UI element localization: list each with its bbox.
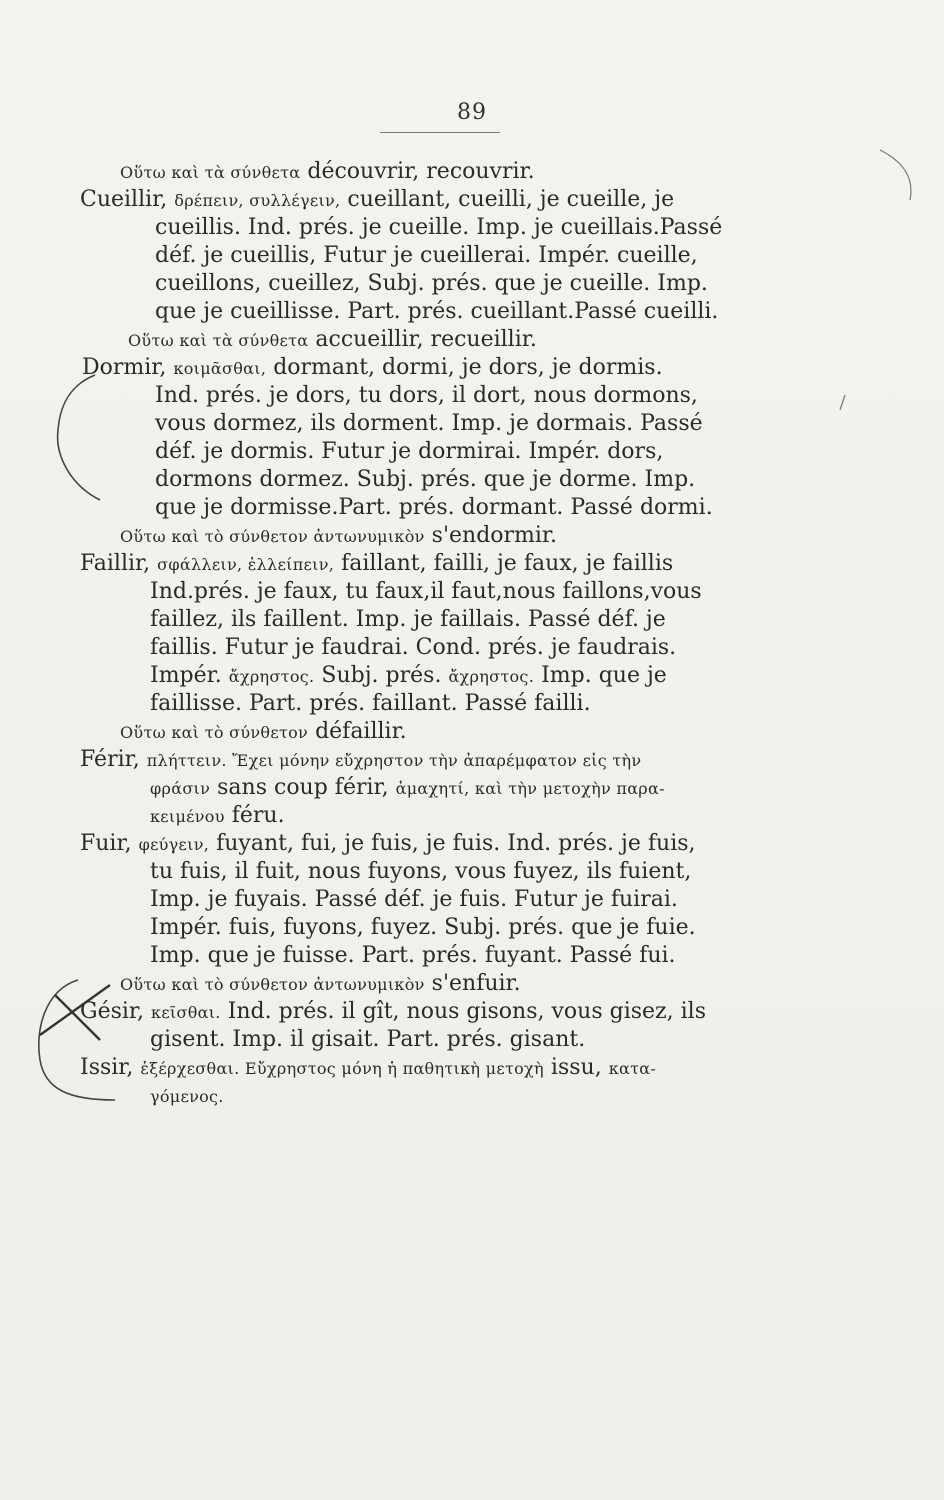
text-line — [150, 1026, 585, 1054]
greek-text: Οὕτω καὶ τὸ σύνθετον — [120, 723, 309, 742]
french-text: Ind. prés. il gît, nous gisons, vous gisez, ils — [220, 999, 706, 1024]
french-text: issu, — [543, 1055, 609, 1080]
french-text: faillis. Futur je faudrai. Cond. prés. je faudrais. — [150, 635, 677, 660]
french-text: Gésir, — [80, 999, 152, 1024]
french-text: féru. — [224, 803, 285, 828]
french-text: que je cueillisse. Part. prés. cueillant.Passé cueilli. — [155, 299, 719, 324]
text-line — [155, 382, 698, 410]
greek-text: σφάλλειν, ἐλλείπειν, — [157, 555, 335, 574]
text-line — [150, 690, 591, 718]
french-text: Impér. fuis, fuyons, fuyez. Subj. prés. que je fuie. — [150, 915, 696, 940]
french-text: s'enfuir. — [424, 971, 521, 996]
text-line — [150, 802, 285, 831]
text-line — [150, 858, 691, 886]
text-line — [150, 886, 678, 914]
text-line — [120, 718, 407, 747]
french-text: Fuir, — [80, 831, 139, 856]
greek-text: Οὕτω καὶ τὸ σύνθετον ἀντωνυμικὸν — [120, 527, 425, 546]
text-line — [120, 970, 521, 999]
french-text: fuyant, fui, je fuis, je fuis. Ind. prés. je fuis, — [209, 831, 696, 856]
french-text: faillant, failli, je faux, je faillis — [334, 551, 674, 576]
greek-text: κεῖσθαι. — [151, 1003, 221, 1022]
greek-text: ἄχρηστος. — [448, 667, 535, 686]
french-text: sans coup férir, — [210, 775, 396, 800]
greek-text: δρέπειν, συλλέγειν, — [174, 191, 341, 210]
text-line — [155, 214, 722, 242]
greek-text: ἐξέρχεσθαι. Εὔχρηστος μόνη ἡ παθητικὴ μετοχὴ — [140, 1059, 544, 1078]
french-text: Imp. que je fuisse. Part. prés. fuyant. Passé fui. — [150, 943, 676, 968]
french-text: Imp. que je — [534, 663, 667, 688]
text-line — [150, 578, 702, 606]
text-line — [150, 606, 666, 634]
french-text: gisent. Imp. il gisait. Part. prés. gisant. — [150, 1027, 586, 1052]
text-line — [150, 1082, 224, 1111]
text-line — [155, 410, 703, 438]
text-line — [120, 522, 557, 551]
text-line — [150, 774, 665, 803]
french-text: déf. je dormis. Futur je dormirai. Impér. dors, — [155, 439, 664, 464]
french-text: que je dormisse.Part. prés. dormant. Passé dormi. — [155, 495, 713, 520]
greek-text: κειμένου — [150, 807, 225, 826]
greek-text: Οὕτω καὶ τὸ σύνθετον ἀντωνυμικὸν — [120, 975, 425, 994]
text-line — [82, 354, 663, 383]
greek-text: ἀμαχητί, καὶ τὴν μετοχὴν παρα- — [395, 779, 665, 798]
french-text: tu fuis, il fuit, nous fuyons, vous fuyez, ils fuient, — [150, 859, 692, 884]
french-text: Subj. prés. — [314, 663, 449, 688]
text-line — [150, 914, 696, 942]
french-text: Ind. prés. je dors, tu dors, il dort, nous dormons, — [155, 383, 698, 408]
text-line — [80, 746, 641, 775]
greek-text: φεύγειν, — [138, 835, 210, 854]
greek-text: Οὕτω καὶ τὰ σύνθετα — [128, 331, 309, 350]
text-line — [155, 270, 708, 298]
french-text: dormant, dormi, je dors, je dormis. — [266, 355, 663, 380]
french-text: s'endormir. — [424, 523, 558, 548]
text-line — [80, 1054, 656, 1083]
french-text: cueillant, cueilli, je cueille, je — [340, 187, 675, 212]
french-text: accueillir, recueillir. — [308, 327, 537, 352]
text-line — [155, 438, 663, 466]
french-text: vous dormez, ils dorment. Imp. je dormais. Passé — [155, 411, 703, 436]
text-line — [155, 494, 713, 522]
header-rule — [380, 132, 500, 133]
greek-text: Οὕτω καὶ τὰ σύνθετα — [120, 163, 301, 182]
greek-text: κοιμᾶσθαι, — [173, 359, 267, 378]
greek-text: ἄχρηστος. — [228, 667, 315, 686]
greek-text: γόμενος. — [150, 1087, 224, 1106]
french-text: Férir, — [80, 747, 147, 772]
french-text: Impér. — [150, 663, 229, 688]
french-text: cueillis. Ind. prés. je cueille. Imp. je cueillais.Passé — [155, 215, 723, 240]
text-line — [155, 242, 698, 270]
text-line — [80, 830, 696, 859]
french-text: cueillons, cueillez, Subj. prés. que je cueille. Imp. — [155, 271, 708, 296]
text-line — [155, 466, 695, 494]
text-line — [150, 662, 667, 691]
french-text: découvrir, recouvrir. — [300, 159, 535, 184]
french-text: déf. je cueillis, Futur je cueillerai. Impér. cueille, — [155, 243, 698, 268]
french-text: Imp. je fuyais. Passé déf. je fuis. Futur je fuirai. — [150, 887, 678, 912]
text-line — [120, 158, 535, 187]
french-text: Ind.prés. je faux, tu faux,il faut,nous faillons,vous — [150, 579, 702, 604]
french-text: Dormir, — [82, 355, 174, 380]
french-text: Cueillir, — [80, 187, 175, 212]
greek-text: φράσιν — [150, 779, 211, 798]
french-text: faillez, ils faillent. Imp. je faillais. Passé déf. je — [150, 607, 666, 632]
french-text: Issir, — [80, 1055, 141, 1080]
text-line — [128, 326, 537, 355]
french-text: Faillir, — [80, 551, 158, 576]
text-line — [150, 634, 676, 662]
french-text: faillisse. Part. prés. faillant. Passé failli. — [150, 691, 591, 716]
greek-text: κατα- — [608, 1059, 657, 1078]
text-line — [80, 186, 674, 215]
text-line — [150, 942, 676, 970]
french-text: dormons dormez. Subj. prés. que je dorme. Imp. — [155, 467, 696, 492]
greek-text: πλήττειν. Ἔχει μόνην εὔχρηστον τὴν ἀπαρέμφατον εἰς τὴν — [146, 751, 642, 770]
text-line — [155, 298, 718, 326]
french-text: défaillir. — [308, 719, 407, 744]
page-number: 89 — [457, 100, 487, 125]
text-line — [80, 550, 673, 579]
text-line — [80, 998, 706, 1027]
